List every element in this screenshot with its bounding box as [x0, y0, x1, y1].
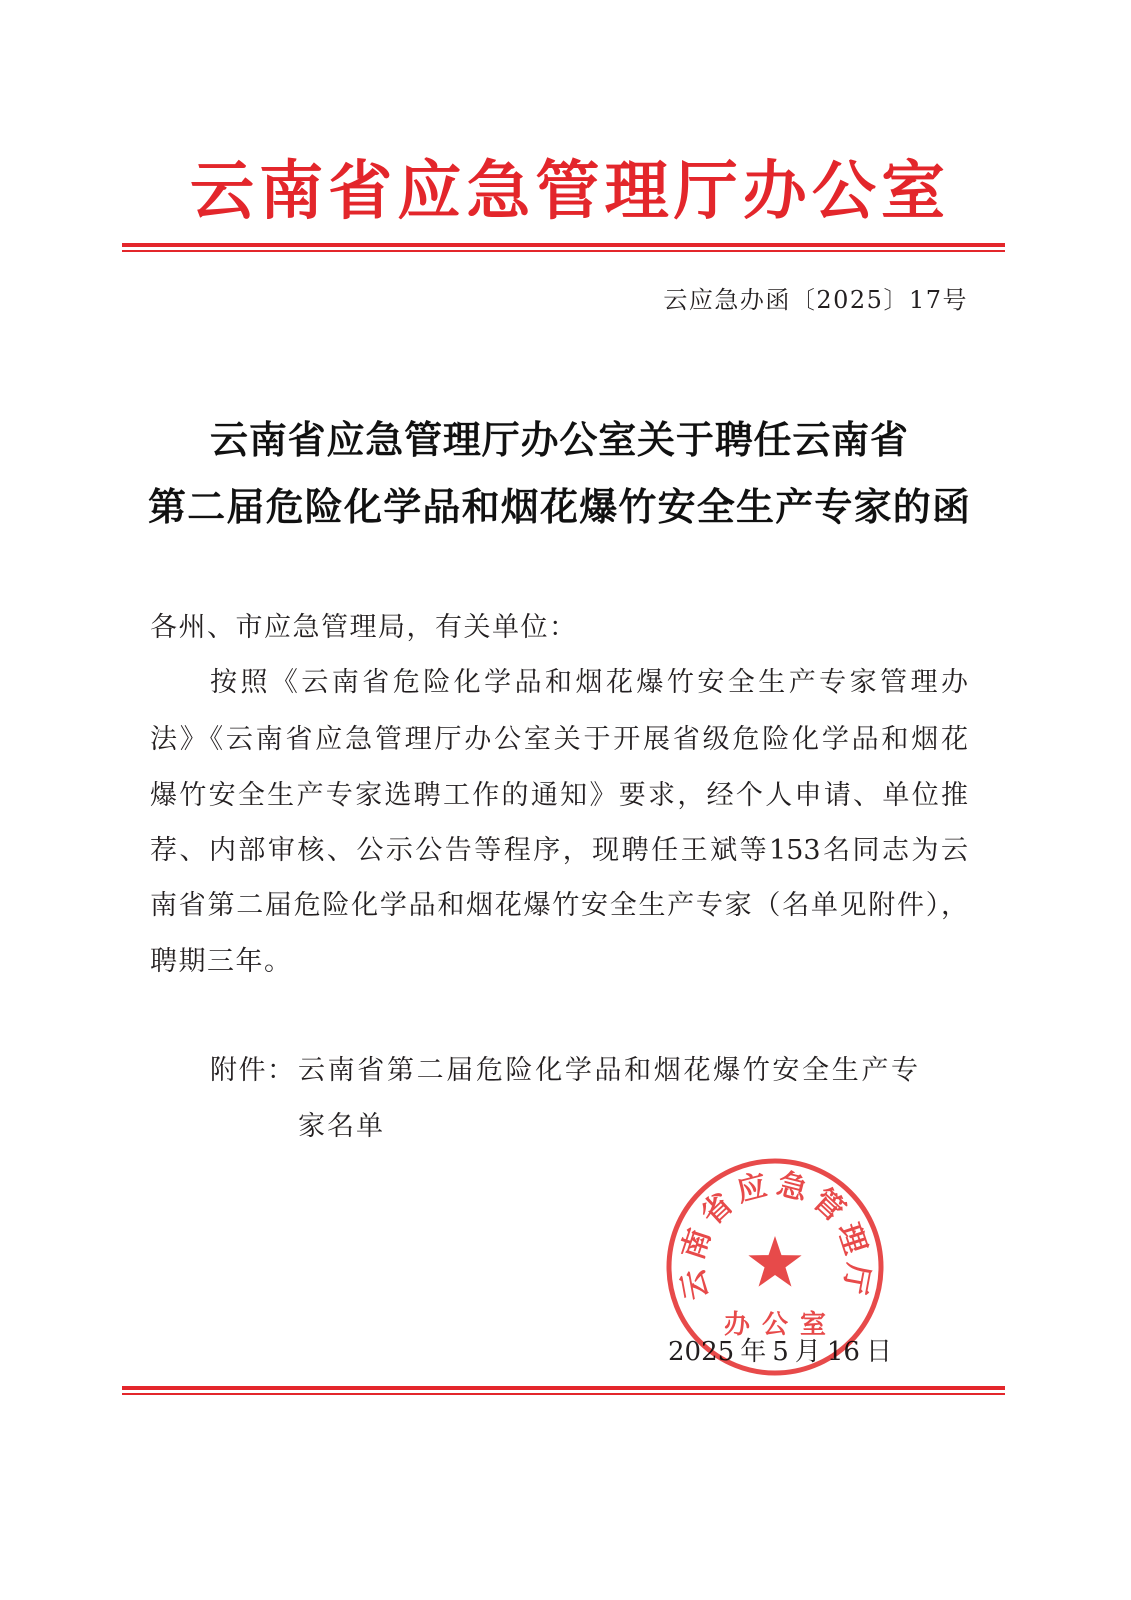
seal-star-icon — [748, 1236, 801, 1287]
official-seal — [660, 1152, 890, 1382]
attachment-line: 云南省第二届危险化学品和烟花爆竹安全生产专 — [298, 1055, 918, 1086]
seal-arc-text-path: 云南省应急管理厅 — [674, 1166, 876, 1303]
body-line: 法》《云南省应急管理厅办公室关于开展省级危险化学品和烟花 — [150, 724, 968, 755]
footer-rule-thick — [122, 1386, 1005, 1390]
letterhead-title: 云南省应急管理厅办公室 — [190, 154, 945, 229]
attachment-label: 附件： — [210, 1055, 296, 1086]
document-title-line-2: 第二届危险化学品和烟花爆竹安全生产专家的函 — [148, 484, 970, 529]
body-line: 荐、内部审核、公示公告等程序，现聘任王斌等153名同志为云 — [150, 835, 968, 866]
document-title-line-1: 云南省应急管理厅办公室关于聘任云南省 — [210, 417, 908, 462]
footer-rule-thin — [122, 1393, 1005, 1395]
seal-bottom-text: 办公室 — [723, 1310, 839, 1340]
attachment-line: 家名单 — [298, 1111, 385, 1142]
document-number: 云应急办函〔2025〕17号 — [663, 286, 968, 314]
letterhead-rule-thick — [122, 243, 1005, 247]
letterhead-rule-thin — [122, 250, 1005, 252]
body-line: 聘期三年。 — [150, 946, 293, 977]
signature-date: 2025年5月16日 — [668, 1337, 892, 1367]
body-line: 南省第二届危险化学品和烟花爆竹安全生产专家（名单见附件）， — [150, 890, 968, 921]
body-line: 按照《云南省危险化学品和烟花爆竹安全生产专家管理办 — [210, 667, 968, 698]
body-line: 爆竹安全生产专家选聘工作的通知》要求，经个人申请、单位推 — [150, 780, 968, 811]
salutation: 各州、市应急管理局，有关单位： — [150, 612, 578, 643]
